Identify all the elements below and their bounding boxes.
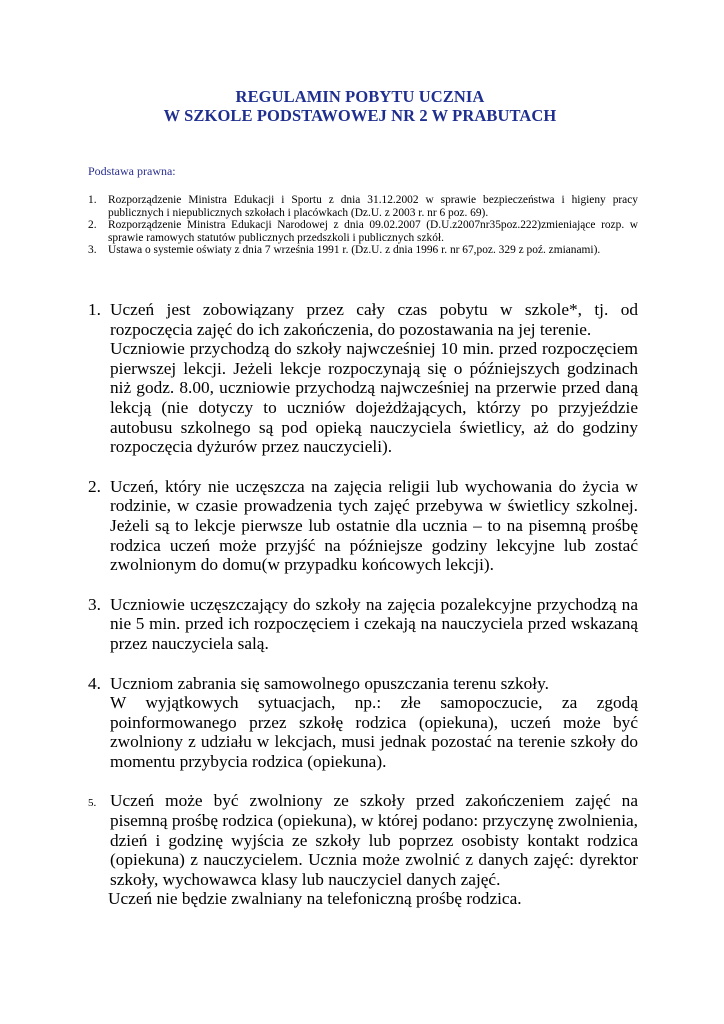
rule-number: 1. bbox=[88, 300, 101, 319]
rule-number: 2. bbox=[88, 476, 101, 496]
legal-basis-item-number: 1. bbox=[88, 194, 97, 206]
legal-basis-item bbox=[88, 219, 638, 244]
rule-number: 5. bbox=[88, 797, 97, 810]
rule-item bbox=[88, 477, 638, 575]
rule-paragraph: Uczniowie przychodzą do szkoły najwcześniej 10 min. przed rozpoczęciem pierwszej lekcji. Jeżeli lekcje rozpoczynają się o późniejszych godzinach niż godz. 8.00, uczniowie przychodzą najwcześniej na przerwie przed daną lekcją (nie dotyczy to uczniów dojeżdżających, którzy po przyjeździe autobusu szkolnego są pod opieką nauczyciela świetlicy, aż do godziny rozpoczęcia dyżurów przez nauczycieli). bbox=[110, 339, 638, 457]
legal-basis-item-text: Ustawa o systemie oświaty z dnia 7 września 1991 r. (Dz.U. z dnia 1996 r. nr 67,poz. 329 z poź. zmianami). bbox=[108, 244, 601, 257]
rule-paragraph: Uczeń może być zwolniony ze szkoły przed zakończeniem zajęć na pisemną prośbę rodzica (opiekuna), w której podano: przyczynę zwolnienia, dzień i godzinę wyjścia ze szkoły lub poprzez osobisty kontakt rodzica (opiekuna) z nauczycielem. Ucznia może zwolnić z danych zajęć: dyrektor szkoły, wychowawca klasy lub nauczyciel danych zajęć. bbox=[110, 791, 638, 889]
legal-basis-item-number: 3. bbox=[88, 244, 97, 257]
legal-basis-label: Podstawa prawna: bbox=[88, 164, 176, 178]
final-note: Uczeń nie będzie zwalniany na telefoniczną prośbę rodzica. bbox=[108, 889, 522, 908]
rule-item bbox=[88, 674, 638, 772]
rule-item bbox=[88, 595, 638, 654]
rule-number: 3. bbox=[88, 594, 101, 614]
rule-paragraph: Uczniowie uczęszczający do szkoły na zajęcia pozalekcyjne przychodzą na nie 5 min. przed ich rozpoczęciem i czekają na nauczyciela przed wskazaną przez nauczyciela salą. bbox=[110, 594, 638, 653]
rule-paragraph: Uczeń jest zobowiązany przez cały czas pobytu w szkole*, tj. od rozpoczęcia zajęć do ich zakończenia, do pozostawania na jej terenie. bbox=[110, 300, 638, 339]
legal-basis-item bbox=[88, 244, 638, 257]
rule-item bbox=[88, 791, 638, 889]
rule-paragraph: Uczeń, który nie uczęszcza na zajęcia religii lub wychowania do życia w rodzinie, w czasie prowadzenia tych zajęć przebywa w świetlicy szkolnej. Jeżeli są to lekcje pierwsze lub ostatnie dla ucznia – to na pisemną prośbę rodzica uczeń może przyjść na późniejsze godziny lekcyjne lub zostać zwolnionym do domu(w przypadku końcowych lekcji). bbox=[110, 476, 638, 575]
legal-basis-item-text: Rozporządzenie Ministra Edukacji Narodowej z dnia 09.02.2007 (D.U.z2007nr35poz.222)zmieniające rozp. w sprawie ramowych statutów publicznych przedszkoli i publicznych szkół. bbox=[108, 219, 638, 244]
rule-paragraph: W wyjątkowych sytuacjach, np.: złe samopoczucie, za zgodą poinformowanego przez szkołę rodzica (opiekuna), uczeń może być zwolniony z udziału w lekcjach, musi jednak pozostać na terenie szkoły do momentu przybycia rodzica (opiekuna). bbox=[110, 693, 638, 771]
legal-basis-item-number: 2. bbox=[88, 219, 97, 232]
legal-basis-item-text: Rozporządzenie Ministra Edukacji i Sportu z dnia 31.12.2002 w sprawie bezpieczeństwa i higieny pracy publicznych i niepublicznych szkołach i placówkach (Dz.U. z 2003 r. nr 6 poz. 69). bbox=[108, 194, 638, 219]
rule-item bbox=[88, 300, 638, 457]
rule-number: 4. bbox=[88, 673, 101, 693]
document-title-line-1: REGULAMIN POBYTU UCZNIA bbox=[235, 87, 485, 106]
legal-basis-item bbox=[88, 194, 638, 219]
rule-paragraph: Uczniom zabrania się samowolnego opuszczania terenu szkoły. bbox=[110, 673, 549, 693]
legal-basis-list bbox=[88, 194, 638, 257]
rules-list bbox=[88, 300, 638, 889]
document-title-line-2: W SZKOLE PODSTAWOWEJ NR 2 W PRABUTACH bbox=[163, 106, 557, 125]
